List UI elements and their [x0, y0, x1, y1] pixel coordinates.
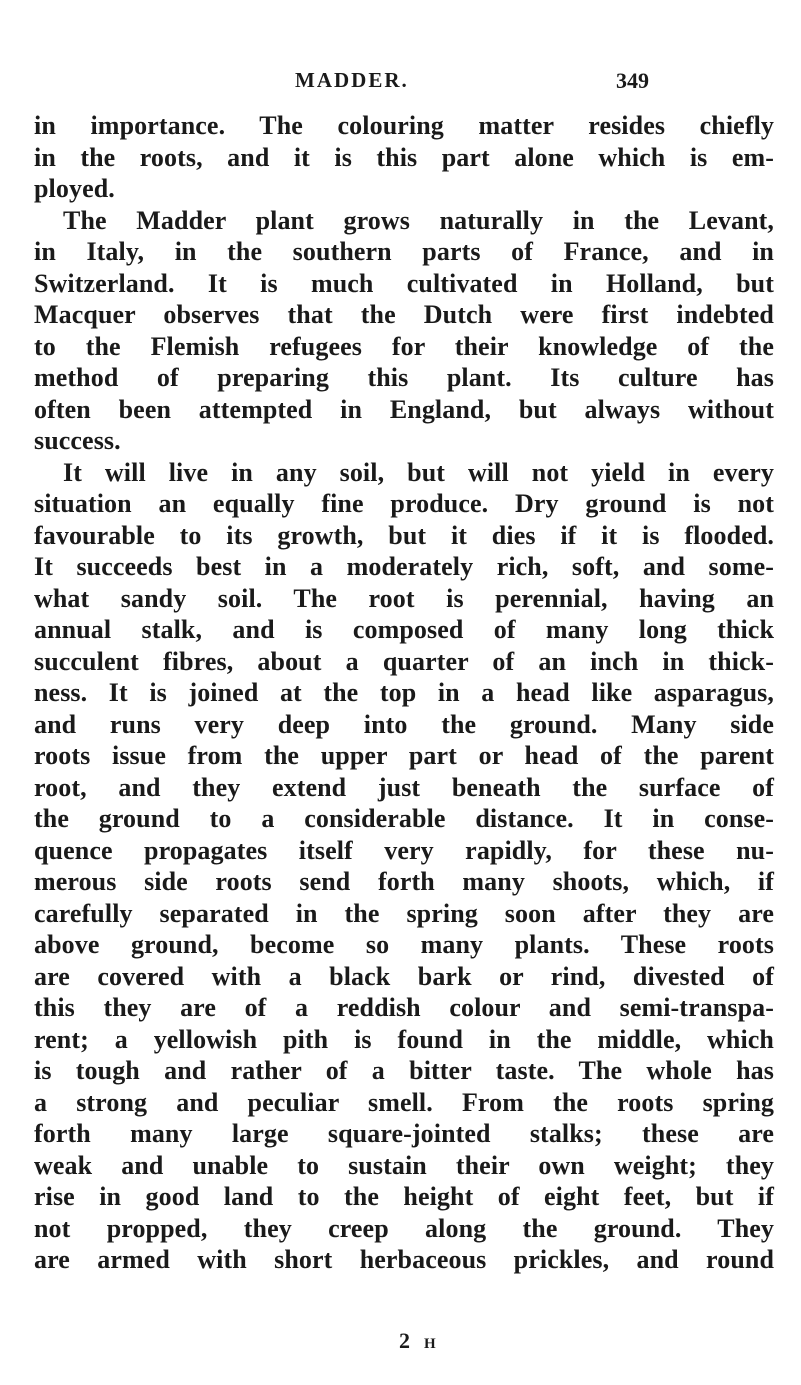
text-line: in importance. The colouring matter resides chiefly	[34, 111, 774, 140]
text-line: merous side roots send forth many shoots, which, if	[34, 867, 774, 896]
text-line: is tough and rather of a bitter taste. The whole has	[34, 1056, 774, 1085]
page-number: 349	[616, 68, 649, 93]
text-line: are covered with a black bark or rind, divested of	[34, 961, 774, 991]
text-line: quence propagates itself very rapidly, for these nu-	[34, 835, 774, 865]
text-line: in Italy, in the southern parts of France, and in	[34, 237, 774, 266]
text-line: often been attempted in England, but always without	[34, 394, 774, 424]
text-line: annual stalk, and is composed of many long thick	[34, 615, 774, 644]
text-line: not propped, they creep along the ground. They	[34, 1213, 774, 1243]
text-line: rise in good land to the height of eight feet, but if	[34, 1182, 774, 1211]
text-line: ployed.	[34, 174, 115, 203]
signature-number: 2	[399, 1328, 410, 1353]
text-line: are armed with short herbaceous prickles, and round	[34, 1245, 774, 1274]
text-line: above ground, become so many plants. These roots	[34, 930, 774, 959]
running-title: MADDER.	[295, 68, 409, 92]
text-line: Switzerland. It is much cultivated in Holland, but	[34, 268, 774, 298]
running-head	[0, 68, 801, 98]
text-line: rent; a yellowish pith is found in the middle, which	[34, 1024, 774, 1054]
signature-letter: H	[424, 1336, 437, 1352]
text-line: roots issue from the upper part or head of the parent	[34, 741, 774, 770]
text-line: It will live in any soil, but will not yield in every	[63, 457, 774, 487]
text-line: this they are of a reddish colour and semi-transpa-	[34, 993, 774, 1022]
body-text	[34, 110, 774, 1276]
text-line: to the Flemish refugees for their knowledge of the	[34, 331, 774, 361]
text-line: The Madder plant grows naturally in the Levant,	[63, 205, 774, 235]
text-line: success.	[34, 426, 121, 455]
text-line: and runs very deep into the ground. Many side	[34, 709, 774, 739]
text-line: forth many large square-jointed stalks; these are	[34, 1119, 774, 1148]
text-line: weak and unable to sustain their own weight; they	[34, 1150, 774, 1180]
text-line: carefully separated in the spring soon after they are	[34, 898, 774, 928]
text-line: It succeeds best in a moderately rich, soft, and some-	[34, 552, 774, 581]
text-line: root, and they extend just beneath the surface of	[34, 772, 774, 802]
signature-mark	[399, 1328, 437, 1354]
text-line: what sandy soil. The root is perennial, having an	[34, 583, 774, 613]
text-line: method of preparing this plant. Its culture has	[34, 363, 774, 392]
text-line: ness. It is joined at the top in a head like asparagus,	[34, 678, 774, 707]
text-line: favourable to its growth, but it dies if it is flooded.	[34, 520, 774, 550]
text-line: the ground to a considerable distance. It in conse-	[34, 804, 774, 833]
text-line: situation an equally fine produce. Dry ground is not	[34, 489, 774, 518]
text-line: succulent fibres, about a quarter of an inch in thick-	[34, 646, 774, 676]
text-line: Macquer observes that the Dutch were first indebted	[34, 300, 774, 329]
text-line: in the roots, and it is this part alone which is em-	[34, 142, 774, 172]
text-line: a strong and peculiar smell. From the roots spring	[34, 1087, 774, 1117]
